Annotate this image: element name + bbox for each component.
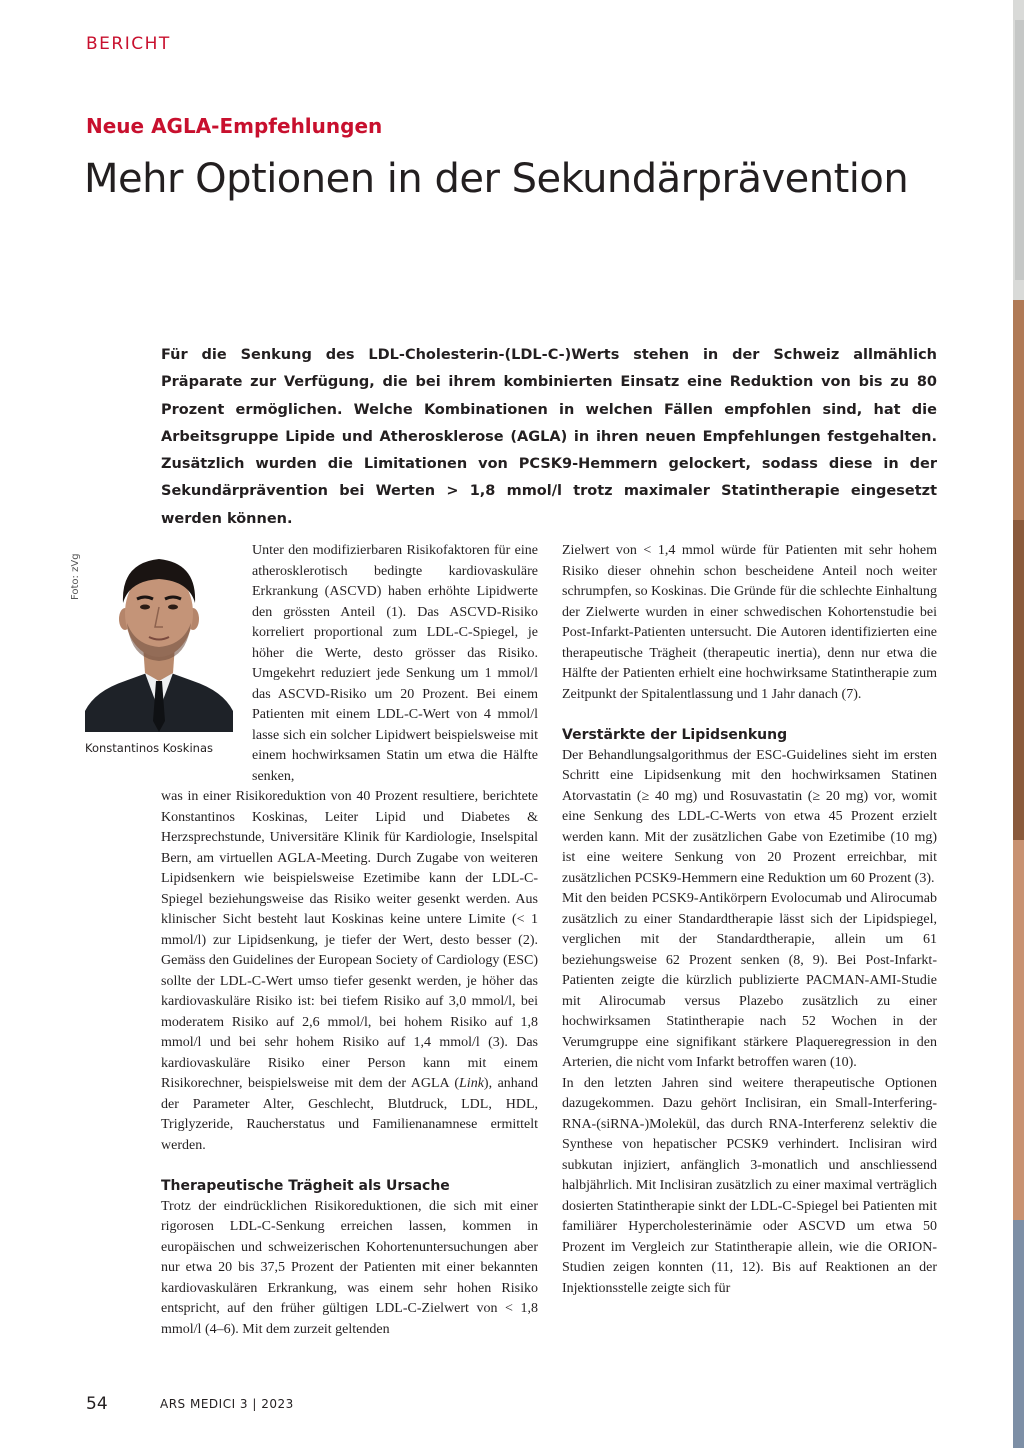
issue-label: ARS MEDICI 3 | 2023 [160,1397,294,1411]
column2-body [562,541,937,1299]
column2-paragraph: In den letzten Jahren sind weitere therapeutische Optionen dazugekommen. Dazu gehört Inclisiran, ein Small-Interfering-RNA-(siRNA-)Molekül, das durch RNA-Interferenz selektiv die Synthese von hepatischer PCSK9 verhindert. Inclisiran wird subkutan injiziert, anfänglich 3-monatlich und anschliessend halbjährlich. Mit Inclisiran zusätzlich zu einer maximal verträglich dosierten Statintherapie sinkt der LDL-C-Spiegel bei Patienten mit familiärer Hypercholesterinämie oder ASCVD um etwa 50 Prozent im Vergleich zur Statintherapie allein, wie die ORION-Studien zeigen konnten (11, 12). Bis auf Reaktionen an der Injektionsstelle zeigte sich für [562,1075,937,1296]
subheading-lipid-lowering: Verstärkte der Lipidsenkung [562,727,788,743]
article-title: Mehr Optionen in der Sekundärprävention [84,156,909,202]
column2-paragraph: Mit den beiden PCSK9-Antikörpern Evolocumab und Alirocumab zusätzlich zu einer Standardtherapie lässt sich der Lipidspiegel, verglichen mit der Standardtherapie, allein um 61 beziehungsweise 62 Prozent senken (8, 9). Bei Post-Infarkt-Patienten zeigte die kürzlich publizierte PACMAN-AMI-Studie mit Alirocumab versus Plazebo zusätzlich zu einer hochwirksamen Statintherapie nach 52 Wochen in der Verumgruppe eine signifikant stärkere Plaqueregression in den Arterien, die nicht vom Infarkt betroffen waren (10). [562,891,937,1070]
section-rubric: BERICHT [86,34,171,54]
column1-paragraph [161,787,538,1156]
photo-credit: Foto: zVg [70,553,81,600]
article-kicker: Neue AGLA-Empfehlungen [86,114,383,138]
photo-caption: Konstantinos Koskinas [85,741,213,755]
paragraph-text: ), anhand der Parameter Alter, Geschlecht, Blutdruck, LDL, HDL, Triglyzeride, Raucherstatus und Familienanamnese ermittelt werden. [161,1076,538,1153]
agla-link[interactable]: Link [459,1076,484,1091]
facing-page-edge [1013,0,1024,1448]
lead-paragraph: Für die Senkung des LDL-Cholesterin-(LDL-C-)Werts stehen in der Schweiz allmählich Präparate zur Verfügung, die bei ihrem kombinierten Einsatz eine Reduktion von bis zu 80 Prozent ermöglichen. Welche Kombinationen in welchen Fällen empfohlen sind, hat die Arbeitsgruppe Lipide und Atherosklerose (AGLA) in ihren neuen Empfehlungen festgehalten. Zusätzlich wurden die Limitationen von PCSK9-Hemmern gelockert, sodass diese in der Sekundärprävention bei Werten > 1,8 mmol/l trotz maximaler Statintherapie eingesetzt werden können. [161,347,937,527]
portrait-photo [85,541,233,732]
paragraph-text: was in einer Risikoreduktion von 40 Prozent resultiere, berichtete Konstantinos Koskinas, Leiter Lipid und Diabetes & Herzsprechstunde, Universitäre Klinik für Kardiologie, Inselspital Bern, am virtuellen AGLA-Meeting. Durch Zugabe von weiteren Lipidsenkern wie beispielsweise Ezetimibe kann der LDL-C-Spiegel beziehungsweise das Risiko weiter gesenkt werden. Aus klinischer Sicht besteht laut Koskinas keine untere Limite (< 1 mmol/l) zur Lipidsenkung, je tiefer der Wert, desto besser (2). Gemäss den Guidelines der European Society of Cardiology (ESC) sollte der LDL-C-Wert umso tiefer gesenkt werden, je höher das kardiovaskuläre Risiko ist: bei tiefem Risiko auf 3,0 mmol/l, bei moderatem Risiko auf 2,6 mmol/l, bei hohem Risiko auf 1,8 mmol/l und bei sehr hohem Risiko auf 1,4 mmol/l (3). Das kardiovaskuläre Risiko einer Person kann mit einem Risikorechner, beispielsweise mit dem der AGLA ( [161,789,538,1091]
column2-paragraph: Der Behandlungsalgorithmus der ESC-Guidelines sieht im ersten Schritt eine Lipidsenkung mit den hochwirksamen Statinen Atorvastatin (≥ 40 mg) und Rosuvastatin (≥ 20 mg) vor, womit eine Senkung des LDL-C-Werts von etwa 45 Prozent erzielt werden kann. Mit der zusätzlichen Gabe von Ezetimibe (10 mg) ist eine weitere Senkung von 20 Prozent erreichbar, mit zusätzlichen PCSK9-Hemmern eine Reduktion um 60 Prozent (3). [562,747,937,886]
column1-paragraph: Trotz der eindrücklichen Risikoreduktionen, die sich mit einer rigorosen LDL-C-Senkung erreichen lassen, kommen in europäischen und schweizerischen Kohortenuntersuchungen aber nur etwa 20 bis 37,5 Prozent der Patienten mit einer bekannten kardiovaskulären Erkrankung, was einem sehr hohen Risiko entspricht, auf den früher gültigen LDL-C-Zielwert von < 1,8 mmol/l (4–6). Mit dem zurzeit geltenden [161,1198,538,1337]
page-number: 54 [86,1394,108,1414]
column1-wrap-text: Unter den modifizierbaren Risikofaktoren für eine atherosklerotisch bedingte kardiovaskuläre Erkrankung (ASCVD) haben erhöhte Lipidwerte den grössten Anteil (1). Das ASCVD-Risiko korreliert proportional zum LDL-C-Spiegel, je höher die Werte, desto grösser das Risiko. Umgekehrt reduziert jede Senkung um 1 mmol/l das ASCVD-Risiko um 20 Prozent. Bei einem Patienten mit einem LDL-C-Wert von 4 mmol/l lasse sich ein solcher Lipidwert beispielsweise mit einem hochwirksamen Statin um etwa die Hälfte senken, [252,543,538,784]
subheading-therapeutic-inertia: Therapeutische Trägheit als Ursache [161,1178,450,1194]
column2-paragraph: Zielwert von < 1,4 mmol würde für Patienten mit sehr hohem Risiko dieser ohnehin schon bescheidene Anteil noch weiter schrumpfen, so Koskinas. Die Gründe für die schlechte Einhaltung der Zielwerte wurden in einer schwedischen Kohortenstudie bei Post-Infarkt-Patienten untersucht. Die Autoren identifizierten eine therapeutische Trägheit (therapeutic inertia), denn nur etwa die Hälfte der Patienten erhielt eine hochwirksame Statintherapie zum Zeitpunkt der Spitalentlassung und 1 Jahr danach (7). [562,543,937,702]
column1-body [161,787,538,1340]
